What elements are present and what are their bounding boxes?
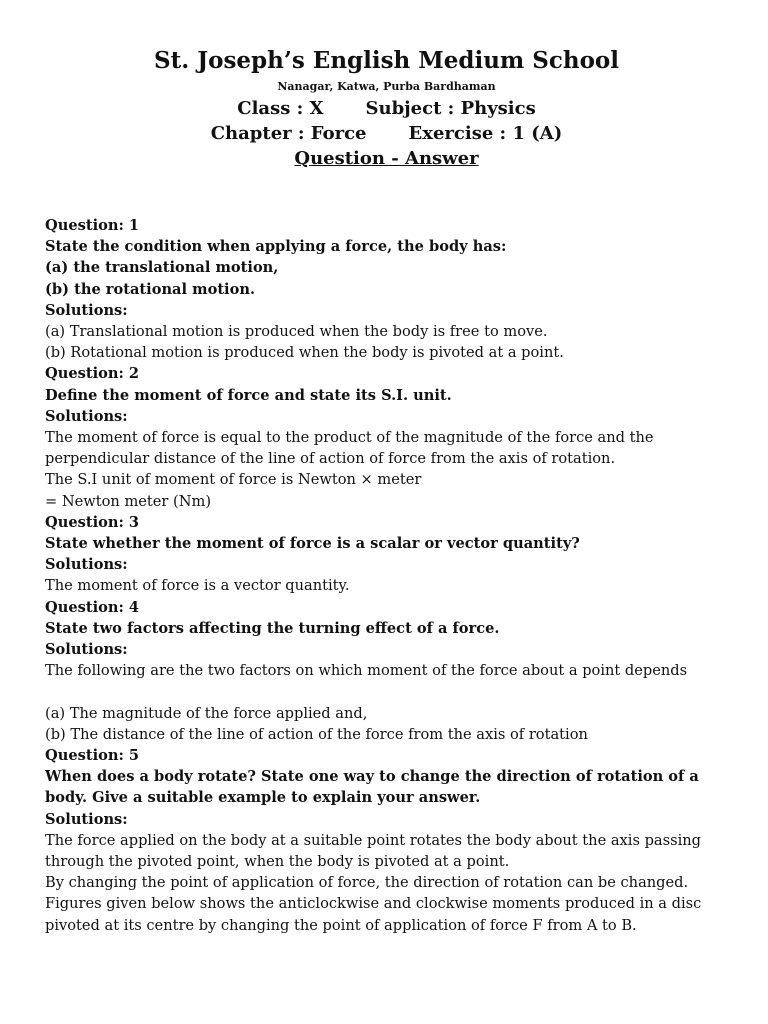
answer-line: The moment of force is a vector quantity. bbox=[45, 577, 350, 595]
answer-line: The force applied on the body at a suitable point rotates the body about the axis passing bbox=[45, 831, 701, 849]
answer-line: pivoted at its centre by changing the point of application of force F from A to B. bbox=[45, 916, 637, 934]
answer-line: The following are the two factors on which moment of the force about a point depends bbox=[45, 662, 688, 680]
solutions-label: Solutions: bbox=[45, 641, 128, 659]
question-answer-list bbox=[45, 215, 728, 936]
question-block bbox=[45, 512, 728, 597]
question-block bbox=[45, 215, 728, 363]
chapter-label: Chapter : Force bbox=[210, 123, 367, 144]
question-prompt-line: State the condition when applying a force, the body has: bbox=[45, 238, 507, 256]
answer-line: (b) The distance of the line of action of the force from the axis of rotation bbox=[45, 725, 588, 743]
answer-line: through the pivoted point, when the body is pivoted at a point. bbox=[45, 853, 510, 871]
answer-line: (b) Rotational motion is produced when the body is pivoted at a point. bbox=[45, 344, 564, 362]
document-subtitle: Question - Answer bbox=[294, 148, 479, 169]
answer-line: (a) Translational motion is produced when the body is free to move. bbox=[45, 323, 548, 341]
question-block bbox=[45, 745, 728, 936]
question-heading: Question: 2 bbox=[45, 365, 140, 383]
exercise-label: Exercise : 1 (A) bbox=[408, 123, 563, 144]
question-heading: Question: 1 bbox=[45, 217, 140, 234]
solutions-label: Solutions: bbox=[45, 301, 128, 319]
question-block bbox=[45, 363, 728, 511]
answer-line: By changing the point of application of force, the direction of rotation can be changed. bbox=[45, 874, 689, 892]
class-subject-line bbox=[45, 96, 728, 121]
solutions-label: Solutions: bbox=[45, 556, 128, 574]
question-block bbox=[45, 597, 728, 745]
question-prompt-line: body. Give a suitable example to explain your answer. bbox=[45, 789, 481, 807]
question-heading: Question: 3 bbox=[45, 513, 140, 531]
solutions-label: Solutions: bbox=[45, 407, 128, 425]
question-prompt-line: Define the moment of force and state its S.I. unit. bbox=[45, 386, 452, 404]
school-name: St. Joseph’s English Medium School bbox=[153, 47, 620, 74]
question-heading: Question: 5 bbox=[45, 747, 140, 765]
answer-line: perpendicular distance of the line of action of force from the axis of rotation. bbox=[45, 450, 616, 468]
question-prompt-line: State two factors affecting the turning effect of a force. bbox=[45, 619, 500, 637]
question-prompt-line: State whether the moment of force is a scalar or vector quantity? bbox=[45, 535, 580, 553]
school-address: Nanagar, Katwa, Purba Bardhaman bbox=[277, 80, 496, 93]
answer-line: (a) The magnitude of the force applied and, bbox=[45, 704, 368, 722]
chapter-exercise-line bbox=[45, 121, 728, 146]
question-prompt-line: (a) the translational motion, bbox=[45, 259, 279, 277]
question-prompt-line: (b) the rotational motion. bbox=[45, 280, 256, 298]
answer-line: = Newton meter (Nm) bbox=[45, 492, 212, 510]
question-prompt-line: When does a body rotate? State one way to change the direction of rotation of a bbox=[45, 768, 699, 786]
question-heading: Question: 4 bbox=[45, 598, 140, 616]
answer-line: The moment of force is equal to the product of the magnitude of the force and the bbox=[45, 429, 654, 447]
class-label: Class : X bbox=[237, 98, 324, 119]
answer-line: Figures given below shows the anticlockwise and clockwise moments produced in a disc bbox=[45, 895, 702, 913]
paragraph-gap bbox=[45, 681, 728, 702]
solutions-label: Solutions: bbox=[45, 810, 128, 828]
document-header bbox=[45, 44, 728, 171]
answer-line: The S.I unit of moment of force is Newton × meter bbox=[45, 471, 422, 489]
subject-label: Subject : Physics bbox=[365, 98, 536, 119]
